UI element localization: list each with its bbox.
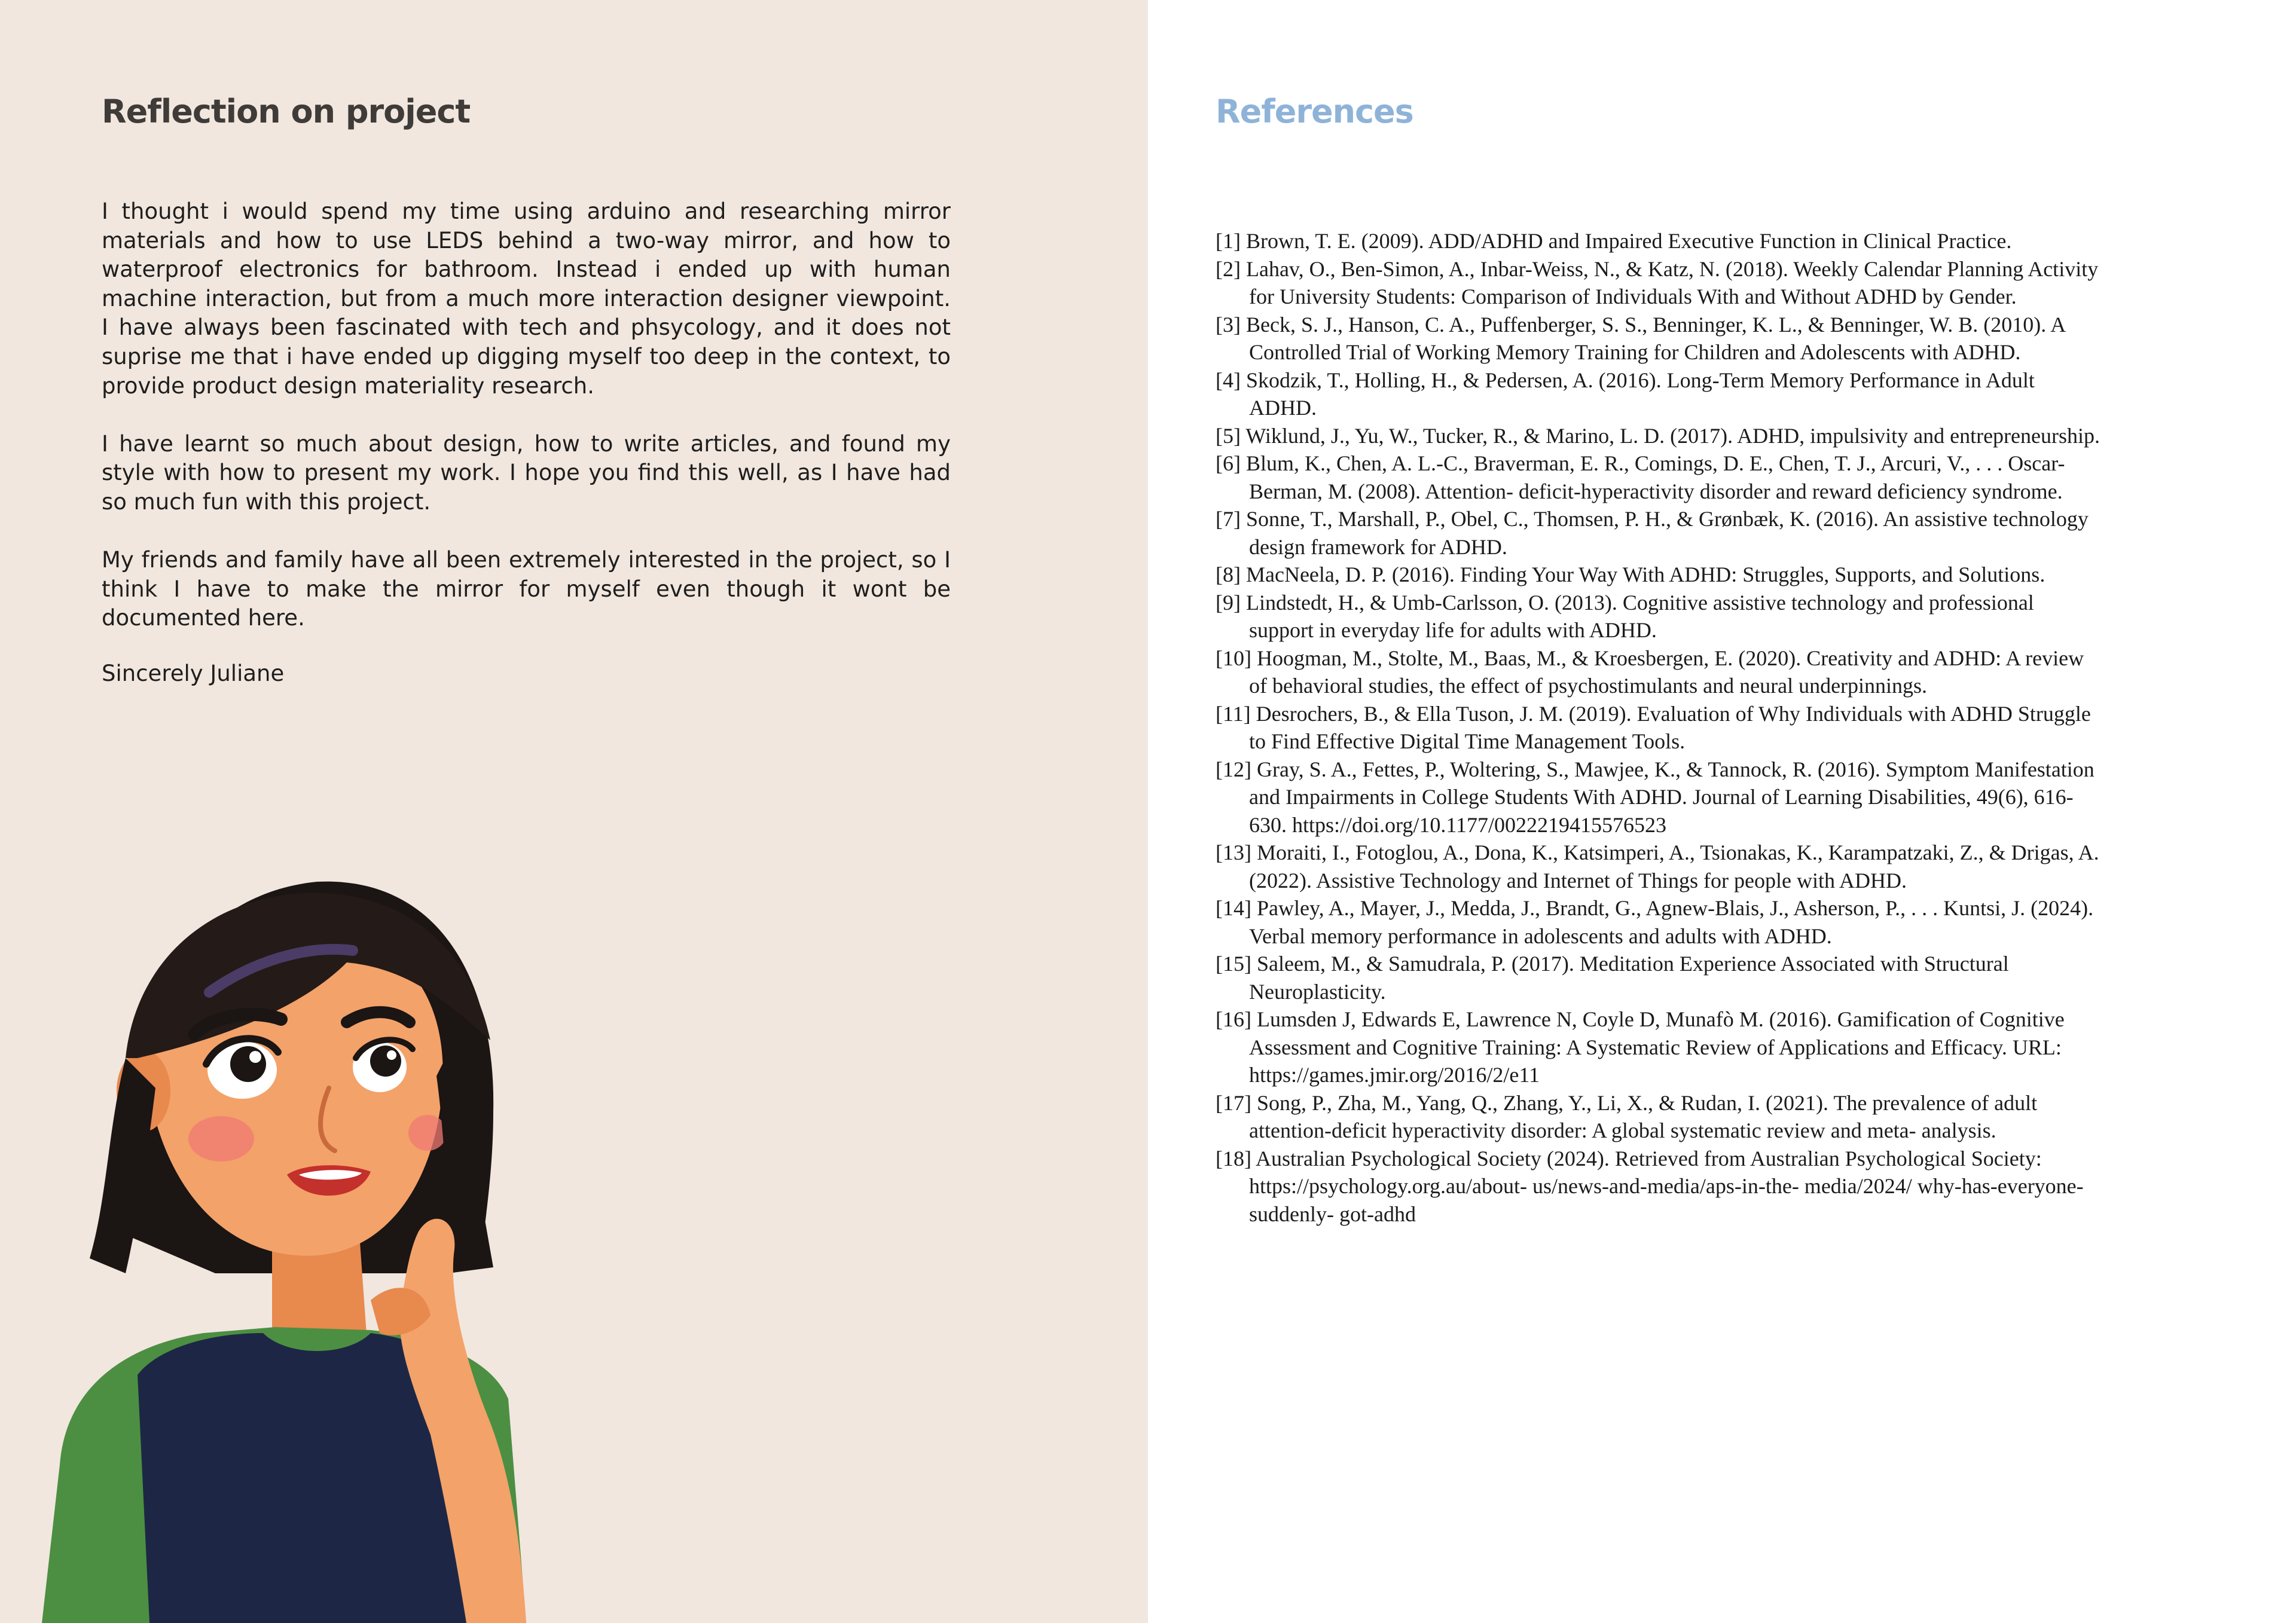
reference-item: [16] Lumsden J, Edwards E, Lawrence N, Coyle D, Munafò M. (2016). Gamification of Cognitive Assessment and Cognitive Training: A Systematic Review of Applications and Efficacy. URL: https://games.jmir.org/2016/2/e11 — [1216, 1007, 2065, 1087]
reflection-paragraph: My friends and family have all been extremely interested in the project, so I think I have to make the mirror for myself even though it wont be documented here. — [102, 547, 951, 631]
thinking-woman-illustration — [36, 861, 562, 1623]
signature: Sincerely Juliane — [102, 661, 285, 686]
left-eye-iris — [230, 1046, 266, 1082]
reference-item: [13] Moraiti, I., Fotoglou, A., Dona, K., Katsimperi, A., Tsionakas, K., Karampatzaki, Z., & Drigas, A. (2022). Assistive Technology and Internet of Things for people with ADHD. — [1216, 840, 2099, 893]
reference-item: [4] Skodzik, T., Holling, H., & Pedersen, A. (2016). Long-Term Memory Performance in Adult ADHD. — [1216, 368, 2035, 420]
reflection-paragraph: I thought i would spend my time using arduino and researching mirror materials and how to use LEDS behind a two-way mirror, and how to waterproof electronics for bathroom. Instead i ended up with human machine interaction, but from a much more interaction designer viewpoint. I have always been fascinated with tech and phsycology, and it does not suprise me that i have ended up digging myself too deep in the context, to provide product design materiality research. — [102, 198, 951, 399]
reference-item: [15] Saleem, M., & Samudrala, P. (2017). Meditation Experience Associated with Structural Neuroplasticity. — [1216, 952, 2009, 1004]
right-eye-glint — [387, 1050, 396, 1060]
reference-item: [9] Lindstedt, H., & Umb-Carlsson, O. (2013). Cognitive assistive technology and professional support in everyday life for adults with ADHD. — [1216, 590, 2034, 642]
references-title: References — [1216, 93, 1413, 130]
reference-item: [18] Australian Psychological Society (2024). Retrieved from Australian Psychological Society: https://psychology.org.au/about- us/news-and-media/aps-in-the- media/2024/ why-has-everyone-suddenly- got-adhd — [1216, 1146, 2084, 1226]
reference-item: [14] Pawley, A., Mayer, J., Medda, J., Brandt, G., Agnew-Blais, J., Asherson, P., . . . Kuntsi, J. (2024). Verbal memory performance in adolescents and adults with ADHD. — [1216, 896, 2094, 948]
reference-item: [3] Beck, S. J., Hanson, C. A., Puffenberger, S. S., Benninger, K. L., & Benninger, W. B. (2010). A Controlled Trial of Working Memory Training for Children and Adolescents with ADHD. — [1216, 312, 2065, 364]
reference-item: [2] Lahav, O., Ben-Simon, A., Inbar-Weiss, N., & Katz, N. (2018). Weekly Calendar Planning Activity for University Students: Comparison of Individuals With and Without ADHD by Gender. — [1216, 256, 2099, 308]
reflection-body — [102, 197, 951, 662]
right-page — [1148, 0, 2296, 1623]
left-eye-glint — [249, 1051, 261, 1063]
left-cheek-blush — [188, 1116, 254, 1162]
reference-list — [1216, 227, 2100, 1228]
reference-item: [17] Song, P., Zha, M., Yang, Q., Zhang, Y., Li, X., & Rudan, I. (2021). The prevalence of adult attention-deficit hyperactivity disorder: A global systematic review and meta- analysis. — [1216, 1090, 2038, 1142]
right-eye-iris — [370, 1046, 401, 1077]
reference-item: [6] Blum, K., Chen, A. L.-C., Braverman, E. R., Comings, D. E., Chen, T. J., Arcuri, V., . . . Oscar-Berman, M. (2008). Attention- deficit-hyperactivity disorder and reward deficiency syndrome. — [1216, 451, 2065, 503]
right-cheek-blush — [408, 1115, 447, 1151]
reference-item: [7] Sonne, T., Marshall, P., Obel, C., Thomsen, P. H., & Grønbæk, K. (2016). An assistive technology design framework for ADHD. — [1216, 507, 2089, 559]
reference-item: [5] Wiklund, J., Yu, W., Tucker, R., & Marino, L. D. (2017). ADHD, impulsivity and entrepreneurship. — [1216, 423, 2100, 448]
reference-item: [8] MacNeela, D. P. (2016). Finding Your Way With ADHD: Struggles, Supports, and Solutions. — [1216, 563, 2045, 586]
reflection-paragraph: I have learnt so much about design, how to write articles, and found my style with how to present my work. I hope you find this well, as I have had so much fun with this project. — [102, 430, 951, 515]
reflection-title: Reflection on project — [102, 93, 471, 130]
reference-item: [10] Hoogman, M., Stolte, M., Baas, M., & Kroesbergen, E. (2020). Creativity and ADHD: A review of behavioral studies, the effect of psychostimulants and neural underpinnings. — [1216, 646, 2084, 698]
reference-item: [1] Brown, T. E. (2009). ADD/ADHD and Impaired Executive Function in Clinical Practice. — [1216, 229, 2012, 253]
reference-item: [11] Desrochers, B., & Ella Tuson, J. M. (2019). Evaluation of Why Individuals with ADHD Struggle to Find Effective Digital Time Management Tools. — [1216, 701, 2091, 753]
reference-item: [12] Gray, S. A., Fettes, P., Woltering, S., Mawjee, K., & Tannock, R. (2016). Symptom Manifestation and Impairments in College Students With ADHD. Journal of Learning Disabilities, 49(6), 616-630. https://doi.org/10.1177/0022219415576523 — [1216, 757, 2095, 837]
